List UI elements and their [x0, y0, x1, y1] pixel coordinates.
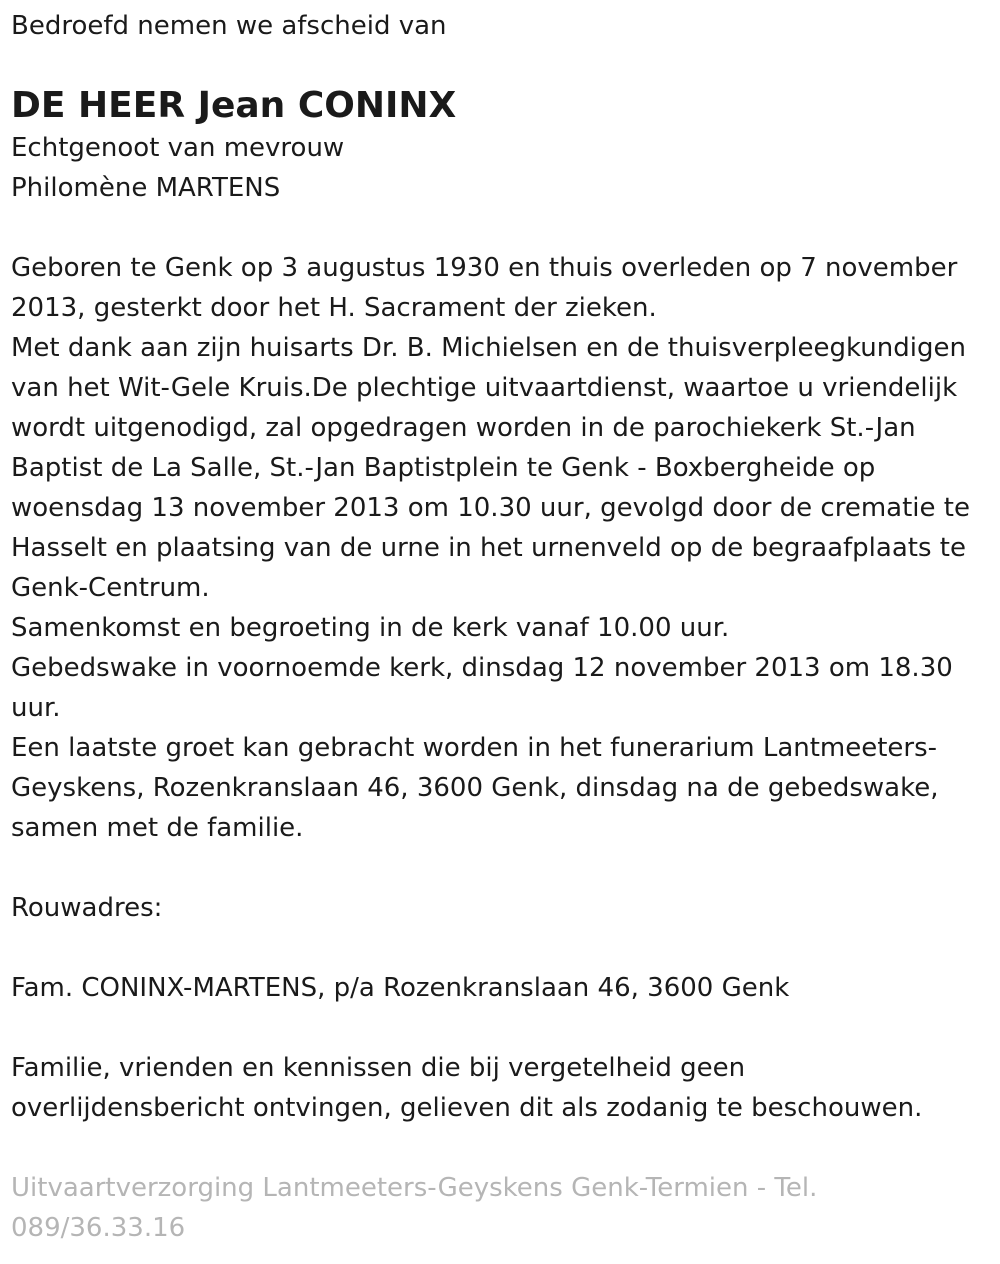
rouwadres-address: Fam. CONINX-MARTENS, p/a Rozenkranslaan 46, 3600 Genk — [11, 973, 790, 1003]
body-line: samen met de familie. — [11, 813, 304, 843]
body-line: Met dank aan zijn huisarts Dr. B. Michielsen en de thuisverpleegkundigen — [11, 333, 966, 363]
footer-line: Uitvaartverzorging Lantmeeters-Geyskens Genk-Termien - Tel. — [11, 1173, 818, 1203]
rouwadres-label: Rouwadres: — [11, 893, 163, 923]
closing-line: Familie, vrienden en kennissen die bij vergetelheid geen — [11, 1053, 746, 1083]
announcement-body — [11, 248, 990, 848]
body-line: wordt uitgenodigd, zal opgedragen worden in de parochiekerk St.-Jan — [11, 413, 916, 443]
body-line: 2013, gesterkt door het H. Sacrament der zieken. — [11, 293, 657, 323]
closing-line: overlijdensbericht ontvingen, gelieven dit als zodanig te beschouwen. — [11, 1093, 923, 1123]
spacer — [11, 848, 990, 888]
funeral-director-footer — [11, 1168, 990, 1248]
spouse-line-1: Echtgenoot van mevrouw — [11, 133, 345, 163]
spacer — [11, 208, 990, 248]
body-line: Een laatste groet kan gebracht worden in het funerarium Lantmeeters- — [11, 733, 938, 763]
closing-text — [11, 1048, 990, 1128]
spacer — [11, 928, 990, 968]
body-line: woensdag 13 november 2013 om 10.30 uur, gevolgd door de crematie te — [11, 493, 970, 523]
spouse-line-2: Philomène MARTENS — [11, 173, 281, 203]
body-line: uur. — [11, 693, 61, 723]
body-line: van het Wit-Gele Kruis.De plechtige uitvaartdienst, waartoe u vriendelijk — [11, 373, 958, 403]
body-line: Baptist de La Salle, St.-Jan Baptistplein te Genk - Boxbergheide op — [11, 453, 876, 483]
body-line: Samenkomst en begroeting in de kerk vanaf 10.00 uur. — [11, 613, 730, 643]
deceased-name: DE HEER Jean CONINX — [11, 85, 457, 126]
body-line: Geyskens, Rozenkranslaan 46, 3600 Genk, dinsdag na de gebedswake, — [11, 773, 939, 803]
body-line: Genk-Centrum. — [11, 573, 210, 603]
footer-line: 089/36.33.16 — [11, 1213, 186, 1243]
body-line: Gebedswake in voornoemde kerk, dinsdag 12 november 2013 om 18.30 — [11, 653, 953, 683]
spacer — [11, 1008, 990, 1048]
intro-text: Bedroefd nemen we afscheid van — [11, 11, 447, 41]
body-line: Hasselt en plaatsing van de urne in het urnenveld op de begraafplaats te — [11, 533, 966, 563]
spacer — [11, 1128, 990, 1168]
body-line: Geboren te Genk op 3 augustus 1930 en thuis overleden op 7 november — [11, 253, 958, 283]
